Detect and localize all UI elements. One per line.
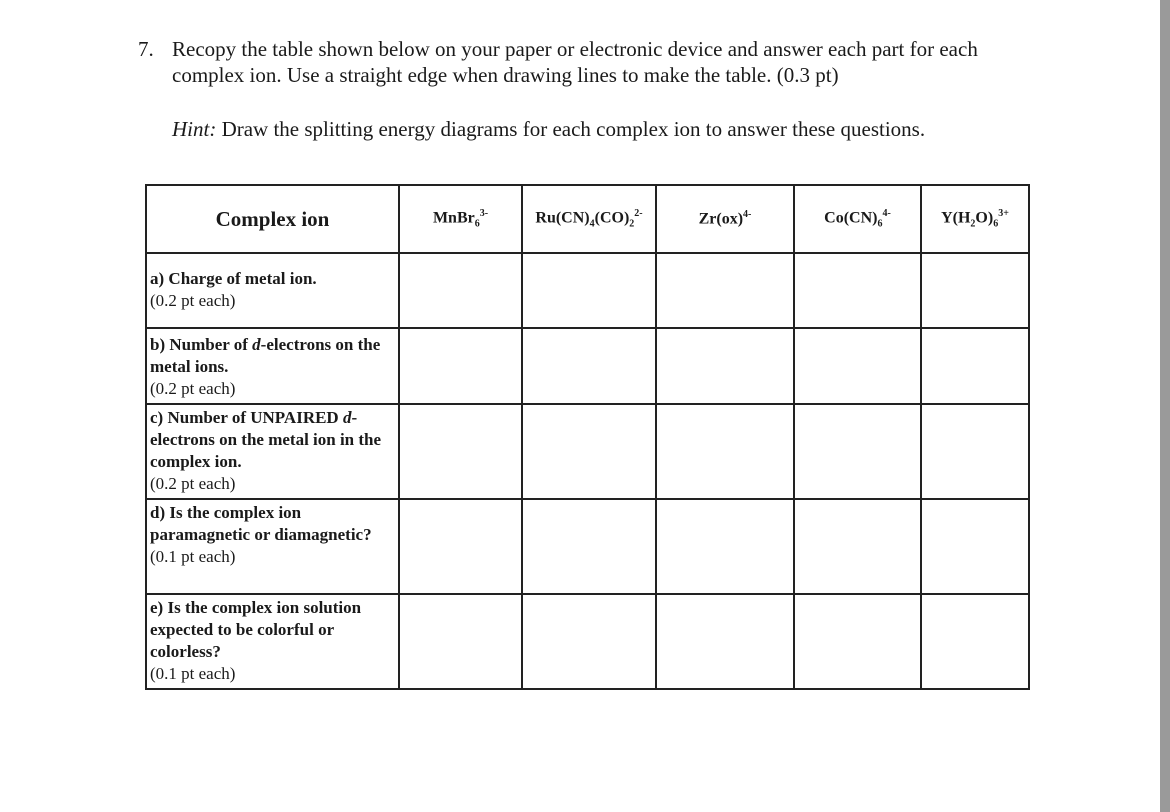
answer-cell[interactable] [399, 404, 522, 499]
answer-cell[interactable] [921, 499, 1029, 594]
table-row [146, 404, 1029, 499]
answer-cell[interactable] [794, 499, 921, 594]
answer-cell[interactable] [921, 404, 1029, 499]
table-row [146, 328, 1029, 404]
answer-cell[interactable] [656, 404, 794, 499]
row-label-unpaired-electrons: c) Number of UNPAIRED d-electrons on the metal ion in the complex ion. (0.2 pt each) [146, 404, 399, 499]
table-row [146, 594, 1029, 689]
row-label-charge: a) Charge of metal ion. (0.2 pt each) [146, 253, 399, 328]
hint-label: Hint: [172, 117, 217, 141]
row-label-d-electrons: b) Number of d-electrons on the metal ions. (0.2 pt each) [146, 328, 399, 404]
answer-cell[interactable] [399, 253, 522, 328]
answer-cell[interactable] [656, 594, 794, 689]
hint-text: Draw the splitting energy diagrams for each complex ion to answer these questions. [216, 117, 926, 141]
ion-header-y-h2o6: $Y(H_2O)_6^{3+}$ [921, 185, 1029, 253]
answer-cell[interactable] [794, 253, 921, 328]
answer-cell[interactable] [522, 404, 656, 499]
question-text: Recopy the table shown below on your paper or electronic device and answer each part for each complex ion. Use a straight edge when drawing lines to make the table. (0.3 pt) [172, 37, 978, 87]
answer-cell[interactable] [921, 328, 1029, 404]
ion-header-mnbr6: MnBr$_6^{3-}$ [399, 185, 522, 253]
answer-cell[interactable] [921, 594, 1029, 689]
ion-header-ru-cn4-co2: $Ru(CN)_4(CO)_2^{2-}$ [522, 185, 656, 253]
complex-ion-table [145, 184, 1030, 690]
answer-cell[interactable] [794, 404, 921, 499]
table-header-row [146, 185, 1029, 253]
answer-cell[interactable] [656, 253, 794, 328]
ion-header-co-cn6: $Co(CN)_6^{4-}$ [794, 185, 921, 253]
answer-cell[interactable] [522, 594, 656, 689]
answer-cell[interactable] [399, 328, 522, 404]
answer-cell[interactable] [522, 328, 656, 404]
table-row [146, 499, 1029, 594]
hint [172, 116, 1072, 142]
page-edge-bar [1160, 0, 1170, 812]
answer-cell[interactable] [794, 594, 921, 689]
answer-cell[interactable] [656, 328, 794, 404]
answer-cell[interactable] [522, 253, 656, 328]
answer-cell[interactable] [399, 594, 522, 689]
answer-cell[interactable] [794, 328, 921, 404]
row-label-color: e) Is the complex ion solution expected to be colorful or colorless? (0.1 pt each) [146, 594, 399, 689]
table-row [146, 253, 1029, 328]
answer-cell[interactable] [921, 253, 1029, 328]
answer-cell[interactable] [522, 499, 656, 594]
row-label-magnetism: d) Is the complex ion paramagnetic or diamagnetic? (0.1 pt each) [146, 499, 399, 594]
answer-cell[interactable] [656, 499, 794, 594]
question-number: 7. [138, 37, 154, 61]
answer-cell[interactable] [399, 499, 522, 594]
ion-header-zr-ox: Zr(ox)$^{4-}$ [656, 185, 794, 253]
corner-header: Complex ion [146, 185, 399, 253]
